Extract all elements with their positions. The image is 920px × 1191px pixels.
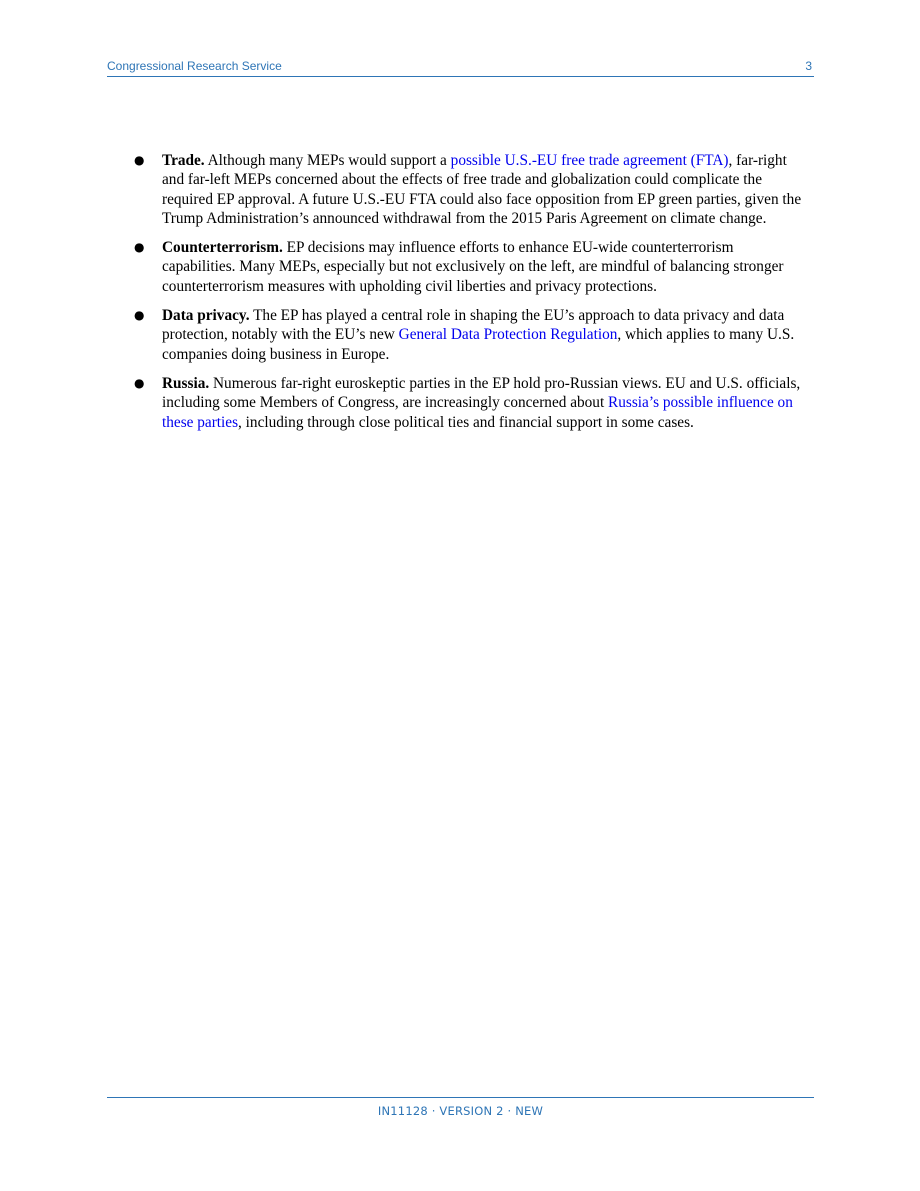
page-header: [107, 58, 814, 77]
header-title: Congressional Research Service: [107, 59, 282, 73]
bullet-item-counterterrorism: [134, 238, 806, 296]
russia-influence-link[interactable]: Russia’s possible influence on these parties: [162, 394, 793, 431]
bullet-text: , including through close political ties and financial support in some cases.: [238, 413, 694, 431]
page-number: 3: [805, 59, 812, 73]
bullet-text: , far-right and far-left MEPs concerned about the effects of free trade and globalization could complicate the required EP approval. A future U.S.-EU FTA could also face opposition from EP green parties, given the Trump Administration’s announced withdrawal from the 2015 Paris Agreement on climate change.: [162, 152, 802, 227]
bullet-icon: ●: [134, 153, 145, 167]
bullet-item-russia: [134, 374, 806, 432]
main-content: [134, 151, 806, 442]
gdpr-link[interactable]: General Data Protection Regulation: [398, 326, 618, 344]
page-footer: [107, 1097, 814, 1118]
bullet-text: , which applies to many U.S. companies doing business in Europe.: [162, 326, 795, 363]
bullet-text: The EP has played a central role in shaping the EU’s approach to data privacy and data protection, notably with the EU’s new: [162, 307, 785, 344]
bullet-icon: ●: [134, 375, 145, 390]
bullet-lead: Data privacy.: [162, 307, 250, 325]
bullet-text: EP decisions may influence efforts to enhance EU-wide counterterrorism capabilities. Many MEPs, especially but not exclusively on the left, are mindful of balancing stronger counterterrorism measures with upholding civil liberties and privacy protections.: [162, 239, 784, 295]
footer-text: IN11128 · VERSION 2 · NEW: [377, 1104, 544, 1118]
bullet-lead: Russia.: [162, 374, 210, 392]
fta-link[interactable]: possible U.S.-EU free trade agreement (FTA): [450, 152, 729, 169]
bullet-lead: Trade.: [162, 152, 205, 169]
bullet-item-trade: [134, 151, 806, 228]
bullet-icon: ●: [134, 240, 145, 255]
bullet-lead: Counterterrorism.: [162, 239, 283, 257]
bullet-text: Numerous far-right euroskeptic parties in the EP hold pro-Russian views. EU and U.S. officials, including some Members of Congress, are increasingly concerned about: [162, 374, 801, 412]
bullet-item-data-privacy: [134, 306, 806, 364]
bullet-text: Although many MEPs would support a: [204, 152, 451, 169]
bullet-list: [134, 151, 806, 432]
bullet-icon: ●: [134, 308, 145, 323]
